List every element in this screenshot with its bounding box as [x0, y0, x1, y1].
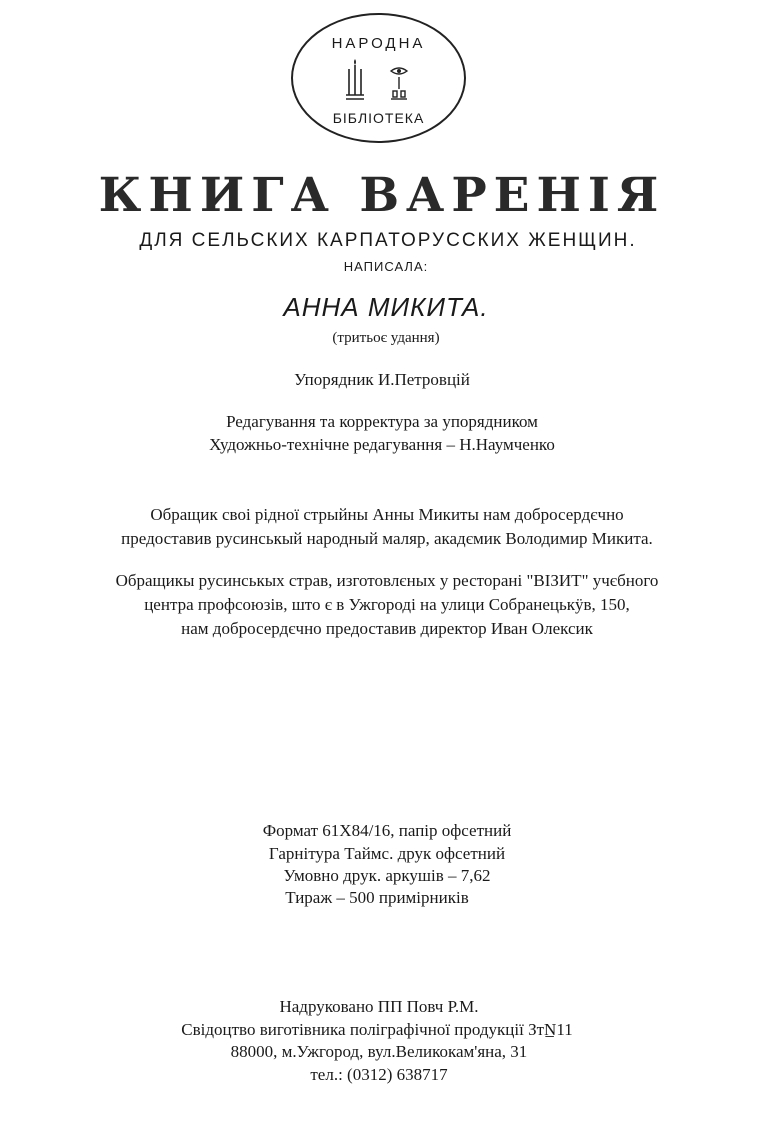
paragraph2-line: нам добросердєчно предоставив директор Иван Олексик: [181, 619, 593, 638]
editing-line: Художньо-технічне редагування – Н.Наумченко: [209, 435, 555, 454]
printer-line: тел.: (0312) 638717: [310, 1065, 448, 1084]
printer-line: 88000, м.Ужгород, вул.Великокам'яна, 31: [230, 1042, 528, 1061]
publisher-seal: [291, 13, 466, 143]
seal-emblem-icon: [341, 55, 421, 110]
book-subtitle: ДЛЯ СЕЛЬСКИХ КАРПАТОРУССКИХ ЖЕНЩИН.: [139, 230, 637, 251]
wrote-label: НАПИСАЛА:: [343, 259, 429, 274]
paragraph1-line: предоставив русинськый народный маляр, акадємик Володимир Микита.: [121, 529, 653, 548]
paragraph2-line: центра профсоюзів, што є в Ужгороді на улици Собранецькӱв, 150,: [144, 595, 630, 614]
printer-line: Свідоцтво виготівника поліграфічної продукції ЗтN̲11: [181, 1020, 573, 1039]
format-line: Гарнітура Таймс. друк офсетний: [268, 844, 506, 863]
book-title: КНИГА ВАРЕНІЯ: [98, 168, 666, 223]
compiler-line: Упорядник И.Петровцій: [294, 370, 470, 389]
paragraph1-line: Обращик своі рідної стрыйны Анны Микиты нам добросердєчно: [150, 505, 624, 524]
seal-top-text: НАРОДНА: [331, 35, 426, 52]
format-line: Тираж – 500 примірників: [285, 888, 469, 907]
format-line: Умовно друк. аркушів – 7,62: [283, 866, 491, 885]
edition-note: (тритьоє удання): [332, 330, 440, 346]
printer-line: Надруковано ПП Повч Р.М.: [279, 997, 479, 1016]
author-name: АННА МИКИТА.: [283, 292, 489, 322]
seal-bottom-text: БІБЛІОТЕКА: [332, 110, 425, 126]
editing-line: Редагування та корректура за упорядником: [226, 412, 538, 431]
paragraph2-line: Обращикы русинськых страв, изготовлєных у ресторані "ВІЗИТ" учєбного: [115, 571, 659, 590]
format-line: Формат 61Х84/16, папір офсетний: [262, 821, 512, 840]
